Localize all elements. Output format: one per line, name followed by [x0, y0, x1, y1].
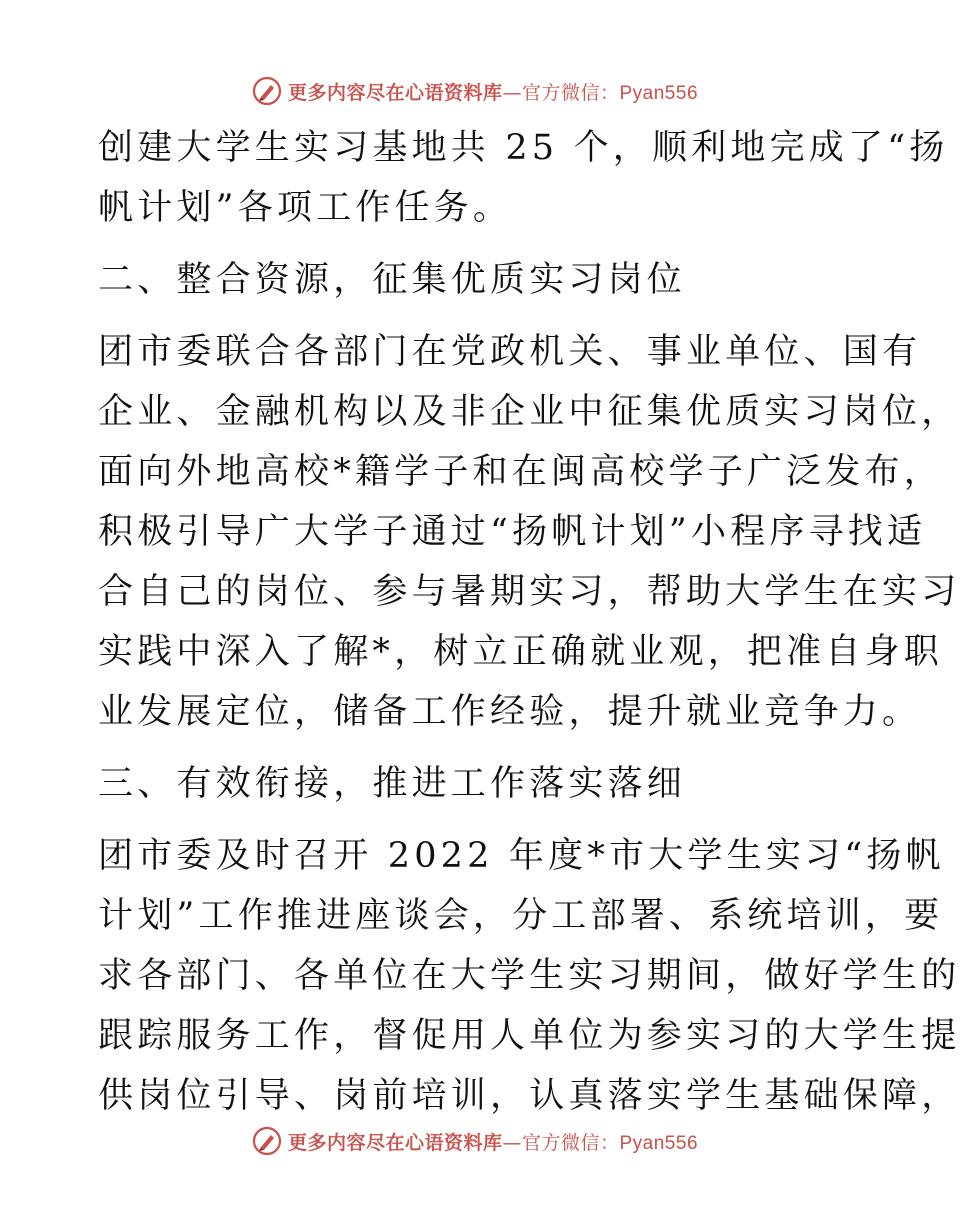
paragraph-section-3 — [98, 826, 960, 1126]
text-line: 供岗位引导、岗前培训，认真落实学生基础保障， — [98, 1076, 960, 1116]
watermark-dash: — — [502, 1131, 522, 1154]
watermark-label: 官方微信： — [521, 1131, 620, 1154]
text-line: 企业、金融机构以及非企业中征集优质实习岗位， — [98, 392, 960, 432]
text-line: 创建大学生实习基地共 25 个，顺利地完成了“扬 — [98, 128, 949, 168]
text-line: 面向外地高校*籍学子和在闽高校学子广泛发布， — [98, 452, 943, 492]
text-line: 合自己的岗位、参与暑期实习，帮助大学生在实习 — [98, 572, 960, 612]
text-line: 实践中深入了解*，树立正确就业观，把准自身职 — [98, 632, 943, 672]
text-line: 团市委联合各部门在党政机关、事业单位、国有 — [98, 332, 922, 372]
watermark-brand: 更多内容尽在心语资料库 — [287, 81, 503, 104]
text-line: 求各部门、各单位在大学生实习期间，做好学生的 — [98, 956, 960, 996]
document-body — [98, 118, 960, 1126]
text-line: 团市委及时召开 2022 年度*市大学生实习“扬帆 — [98, 836, 945, 876]
watermark-text — [288, 78, 698, 105]
pen-logo-icon — [252, 76, 282, 106]
paragraph-continuation — [98, 118, 949, 238]
heading-line: 三、有效衔接，推进工作落实落细 — [98, 764, 687, 804]
paragraph-section-2 — [98, 322, 960, 742]
text-line: 帆计划”各项工作任务。 — [98, 188, 513, 228]
text-line: 积极引导广大学子通过“扬帆计划”小程序寻找适 — [98, 512, 927, 552]
section-heading-2 — [98, 250, 858, 310]
section-heading-3 — [98, 754, 858, 814]
watermark-label: 官方微信： — [521, 81, 620, 104]
watermark-text — [288, 1128, 698, 1155]
watermark-brand: 更多内容尽在心语资料库 — [287, 1131, 503, 1154]
pen-logo-icon — [252, 1126, 282, 1156]
text-line: 业发展定位，储备工作经验，提升就业竞争力。 — [98, 692, 922, 732]
text-line: 跟踪服务工作，督促用人单位为参实习的大学生提 — [98, 1016, 960, 1056]
heading-line: 二、整合资源，征集优质实习岗位 — [98, 260, 687, 300]
watermark-dash: — — [502, 81, 522, 104]
watermark-wechat-id: Pyan556 — [619, 82, 699, 104]
text-line: 计划”工作推进座谈会，分工部署、系统培训，要 — [98, 896, 944, 936]
header-watermark — [0, 74, 950, 108]
footer-watermark — [0, 1124, 950, 1158]
watermark-wechat-id: Pyan556 — [619, 1132, 699, 1154]
